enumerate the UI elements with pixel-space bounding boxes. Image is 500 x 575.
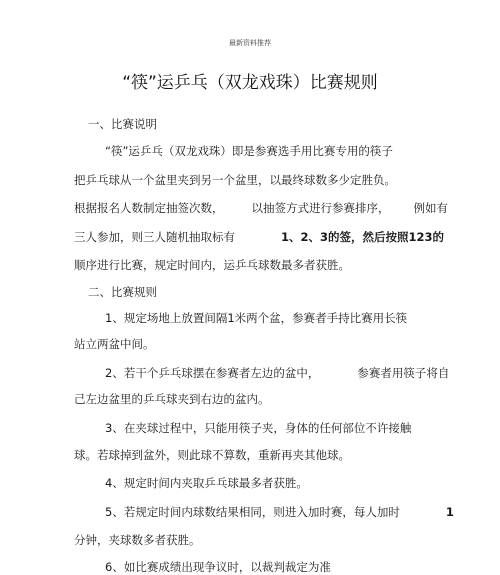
- paragraph-line: [74, 229, 444, 245]
- rule-line: [105, 365, 449, 381]
- text-segment: 1、2、3的签，然后按照123的: [281, 230, 445, 244]
- paragraph-line: [74, 200, 448, 216]
- text-segment: 以抽签方式进行参赛排序，: [251, 201, 390, 215]
- section-heading-2: 二、比赛规则: [88, 285, 157, 299]
- text-segment: 根据报名人数制定抽签次数，: [74, 201, 224, 215]
- paragraph-line: 顺序进行比赛，规定时间内，运乒乓球数最多者获胜。: [74, 258, 350, 272]
- rule-line: 球。若球掉到盆外，则此球不算数，重新再夹其他球。: [74, 448, 350, 462]
- rule-line: 分钟，夹球数多者获胜。: [74, 533, 201, 547]
- rule-line: 己左边盆里的乒乓球夹到右边的盆内。: [74, 392, 270, 406]
- rule-line: 3、在夹球过程中，只能用筷子夹，身体的任何部位不许接触: [105, 421, 412, 435]
- text-segment: 例如有: [413, 201, 448, 215]
- text-segment: 1: [445, 505, 454, 519]
- paragraph-line: “筷”运乒乓（双龙戏珠）即是参赛选手用比赛专用的筷子: [105, 144, 393, 158]
- text-segment: 5、若规定时间内球数结果相同，则进入加时赛，每人加时: [105, 505, 400, 519]
- text-segment: 三人参加，则三人随机抽取标有: [74, 230, 235, 244]
- paragraph-line: 把乒乓球从一个盆里夹到另一个盆里，以最终球数多少定胜负。: [74, 173, 396, 187]
- header-note: 最新资料推荐: [229, 39, 271, 47]
- text-segment: 2、若干个乒乓球摆在参赛者左边的盆中，: [105, 366, 320, 380]
- document-title: “筷”运乒乓（双龙戏珠）比赛规则: [122, 73, 378, 93]
- rule-line: 4、规定时间内夹取乒乓球最多者获胜。: [105, 476, 308, 490]
- rule-line: 6、如比赛成绩出现争议时，以裁判裁定为准: [105, 560, 331, 574]
- text-segment: 参赛者用筷子将自: [357, 366, 450, 380]
- rule-line: 站立两盆中间。: [74, 337, 155, 351]
- section-heading-1: 一、比赛说明: [88, 117, 157, 131]
- rule-line: [105, 504, 454, 520]
- rule-line: 1、规定场地上放置间隔1米两个盆，参赛者手持比赛用长筷: [105, 311, 408, 325]
